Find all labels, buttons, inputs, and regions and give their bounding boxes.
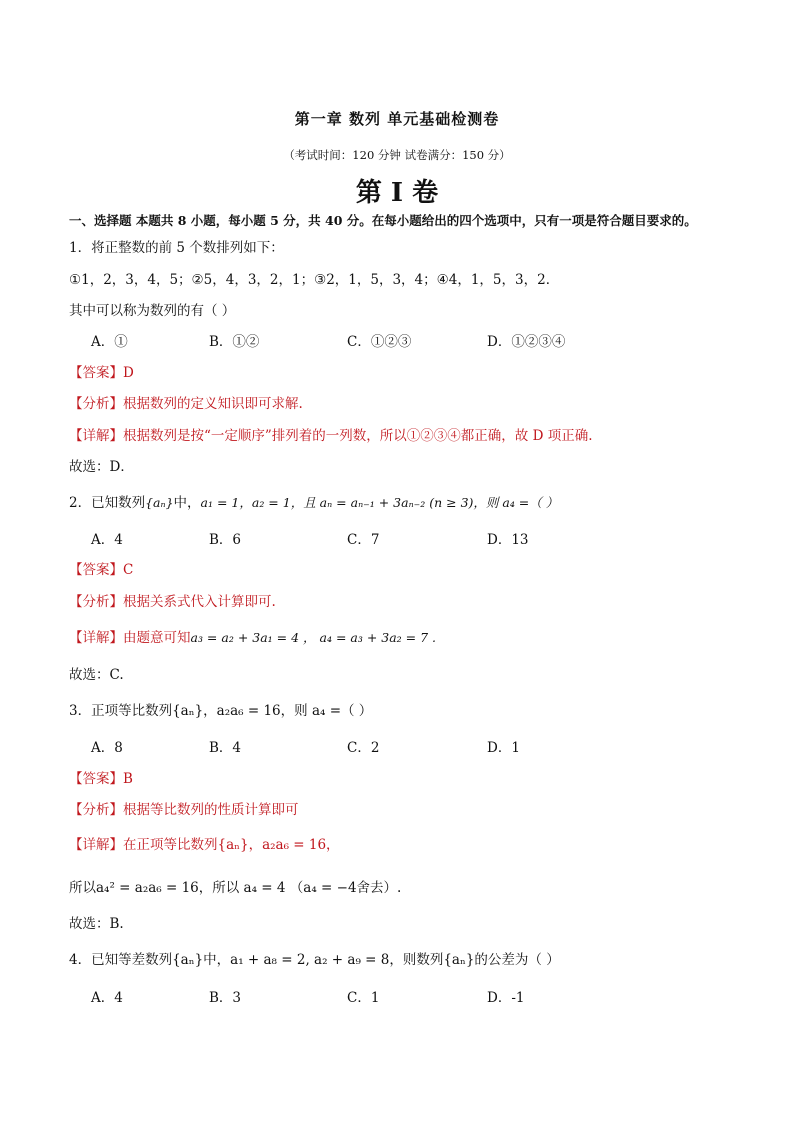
q2-choice: 故选：C.: [69, 667, 124, 683]
q2-stem-a: 2．已知数列: [69, 495, 146, 511]
analysis-tag: 【分析】: [69, 396, 123, 412]
q2-option-a: A．4: [91, 532, 123, 548]
q1-analysis: [69, 392, 303, 412]
answer-value: C: [123, 562, 134, 578]
answer-value: D: [123, 365, 134, 381]
q1-choice: 故选：D．: [69, 459, 134, 475]
q1-answer: [69, 361, 134, 381]
section-heading: 一、选择题 本题共 8 小题，每小题 5 分，共 40 分。在每小题给出的四个选项中，只有一项是符合题目要求的。: [69, 213, 697, 228]
analysis-text: 根据等比数列的性质计算即可: [123, 802, 299, 818]
q3-option-b: B．4: [209, 740, 242, 756]
q4-option-b: B．3: [209, 990, 242, 1006]
q1-sequences: ①1，2，3，4，5；②5，4，3，2，1；③2，1，5，3，4；④4，1，5，3，2．: [69, 272, 560, 288]
q2-option-d: D．13: [487, 532, 529, 548]
q3-option-c: C．2: [347, 740, 380, 756]
q3-analysis: [69, 798, 299, 818]
q4-option-a: A．4: [91, 990, 123, 1006]
detail-text: 由题意可知: [123, 630, 191, 646]
detail-text: 在正项等比数列{aₙ}，a₂a₆ = 16，: [123, 837, 340, 853]
analysis-text: 根据数列的定义知识即可求解.: [123, 396, 303, 412]
q4-option-c: C．1: [347, 990, 380, 1006]
volume-heading: 第 I 卷: [355, 178, 439, 208]
analysis-tag: 【分析】: [69, 802, 123, 818]
analysis-text: 根据关系式代入计算即可.: [123, 594, 276, 610]
answer-value: B: [123, 771, 133, 787]
q2-option-c: C．7: [347, 532, 380, 548]
q3-stem: 3．正项等比数列{aₙ}，a₂a₆ = 16，则 a₄ =（ ）: [69, 703, 373, 719]
q3-so-line: 所以a₄² = a₂a₆ = 16，所以 a₄ = 4 （a₄ = −4舍去）.: [69, 880, 402, 896]
page-title: 第一章 数列 单元基础检测卷: [294, 110, 500, 128]
q2-stem-b: 中，: [173, 495, 201, 511]
detail-tag: 【详解】: [69, 630, 123, 646]
answer-tag: 【答案】: [69, 365, 123, 381]
q2-option-b: B．6: [209, 532, 242, 548]
exam-info: （考试时间：120 分钟 试卷满分：150 分）: [283, 148, 511, 162]
detail-tag: 【详解】: [69, 428, 123, 444]
answer-tag: 【答案】: [69, 562, 123, 578]
q4-option-d: D．-1: [487, 990, 525, 1006]
q2-detail: [69, 626, 436, 646]
q1-option-d: D．①②③④: [487, 334, 566, 350]
q1-question: 其中可以称为数列的有（ ）: [69, 303, 236, 319]
q2-answer: [69, 558, 133, 578]
q1-option-c: C．①②③: [347, 334, 412, 350]
q2-stem: [69, 491, 558, 511]
detail-tag: 【详解】: [69, 837, 123, 853]
q2-analysis: [69, 590, 276, 610]
answer-tag: 【答案】: [69, 771, 123, 787]
q2-condition: a₁ = 1，a₂ = 1，且 aₙ = aₙ₋₁ + 3aₙ₋₂ (n ≥ 3)，则 a₄ =（ ）: [200, 495, 559, 510]
q2-seq: {aₙ}: [145, 495, 174, 510]
q1-stem: 1．将正整数的前 5 个数排列如下：: [69, 240, 284, 256]
q4-stem: 4．已知等差数列{aₙ}中，a₁ + a₈ = 2, a₂ + a₉ = 8，则数列{aₙ}的公差为（ ）: [69, 952, 560, 968]
q3-choice: 故选：B.: [69, 916, 124, 932]
q1-option-a: A．①: [91, 334, 128, 350]
detail-math: a₃ = a₂ + 3a₁ = 4 ， a₄ = a₃ + 3a₂ = 7 .: [190, 630, 437, 645]
detail-text: 根据数列是按“一定顺序”排列着的一列数，所以①②③④都正确，故 D 项正确.: [123, 428, 593, 444]
q3-option-d: D．1: [487, 740, 520, 756]
q3-option-a: A．8: [91, 740, 123, 756]
q1-option-b: B．①②: [209, 334, 260, 350]
q3-answer: [69, 767, 133, 787]
q1-detail: [69, 424, 593, 444]
q3-detail: [69, 833, 340, 853]
analysis-tag: 【分析】: [69, 594, 123, 610]
